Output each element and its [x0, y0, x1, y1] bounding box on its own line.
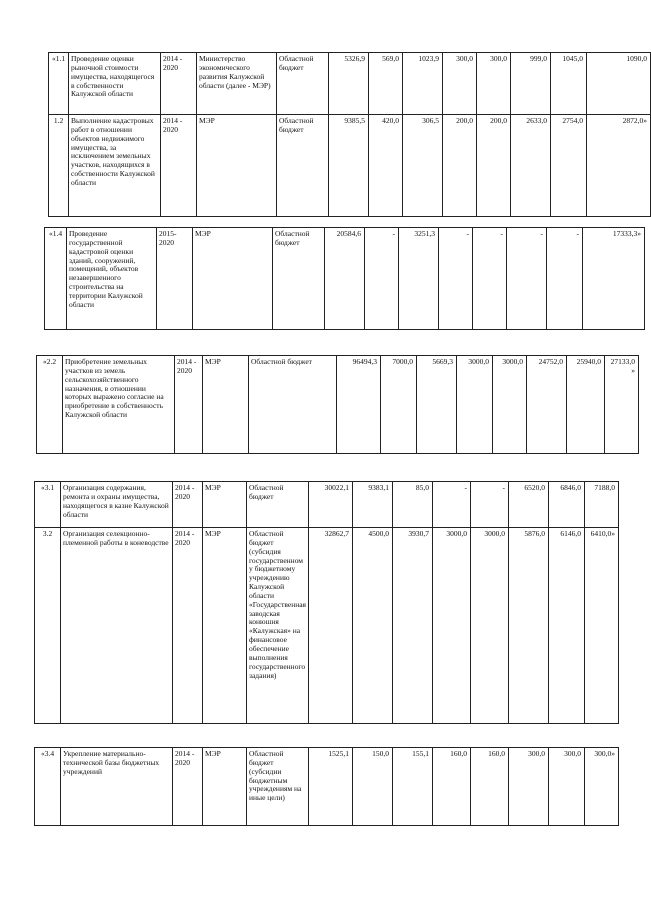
amount-2015: 306,5 — [403, 115, 443, 217]
amount-2020: 300,0» — [585, 748, 619, 826]
amount-2020: 7188,0 — [585, 482, 619, 528]
funding-source: Областной бюджет — [249, 356, 337, 454]
amount-2015: 3930,7 — [393, 528, 433, 724]
amount-2019: 1045,0 — [551, 53, 587, 115]
table-row — [35, 482, 619, 528]
row-number: «3.4 — [35, 748, 61, 826]
row-number: «2.2 — [37, 356, 63, 454]
amount-2014: 150,0 — [353, 748, 393, 826]
executor: Министерство экономического развития Калужской области (далее - МЭР) — [197, 53, 277, 115]
amount-2015: 155,1 — [393, 748, 433, 826]
total-amount: 9385,5 — [329, 115, 369, 217]
amount-2016: 200,0 — [443, 115, 477, 217]
total-amount: 96494,3 — [337, 356, 381, 454]
period: 2014 - 2020 — [161, 115, 197, 217]
amount-2014: 9383,1 — [353, 482, 393, 528]
activity-name: Укрепление материально-технической базы бюджетных учреждений — [61, 748, 173, 826]
table-row — [49, 53, 651, 115]
table-row — [35, 528, 619, 724]
amount-2016: - — [433, 482, 471, 528]
program-table-section-1 — [48, 52, 651, 217]
row-number: 1.2 — [49, 115, 69, 217]
executor: МЭР — [203, 482, 247, 528]
amount-2017: - — [473, 228, 507, 330]
activity-name: Проведение государственной кадастровой оценки зданий, сооружений, помещений, объектов незавершенного строительства на территории Калужской области — [67, 228, 157, 330]
period: 2014 - 2020 — [173, 748, 203, 826]
program-table-section-1-4 — [44, 227, 645, 330]
amount-2016: 160,0 — [433, 748, 471, 826]
amount-2019: 25940,0 — [567, 356, 605, 454]
amount-2014: - — [365, 228, 399, 330]
amount-2017: 3000,0 — [471, 528, 509, 724]
amount-2017: 300,0 — [477, 53, 511, 115]
program-table-section-2 — [36, 355, 639, 454]
program-table-section-3 — [34, 481, 619, 724]
funding-source: Областной бюджет — [273, 228, 325, 330]
total-amount: 1525,1 — [309, 748, 353, 826]
amount-2020: 27133,0» — [605, 356, 639, 454]
row-number: «1.4 — [45, 228, 67, 330]
amount-2020: 17333,3» — [583, 228, 645, 330]
executor: МЭР — [203, 528, 247, 724]
total-amount: 32862,7 — [309, 528, 353, 724]
period: 2014 - 2020 — [175, 356, 203, 454]
amount-2015: 1023,9 — [403, 53, 443, 115]
total-amount: 5326,9 — [329, 53, 369, 115]
amount-2014: 569,0 — [369, 53, 403, 115]
funding-source: Областной бюджет (субсидия государственному бюджетному учреждению Калужской области «Государственная заводская конюшня «Калужская» на финансовое обеспечение выполнения государственного задания) — [247, 528, 309, 724]
amount-2018: 24752,0 — [527, 356, 567, 454]
amount-2017: 200,0 — [477, 115, 511, 217]
amount-2014: 4500,0 — [353, 528, 393, 724]
amount-2015: 3251,3 — [399, 228, 439, 330]
amount-2015: 5669,3 — [417, 356, 457, 454]
amount-2018: 5876,0 — [509, 528, 549, 724]
amount-2020: 6410,0» — [585, 528, 619, 724]
amount-2019: 6846,0 — [549, 482, 585, 528]
table-row — [45, 228, 645, 330]
total-amount: 20584,6 — [325, 228, 365, 330]
table-row — [35, 748, 619, 826]
executor: МЭР — [203, 748, 247, 826]
row-number: «1.1 — [49, 53, 69, 115]
amount-2019: 6146,0 — [549, 528, 585, 724]
activity-name: Приобретение земельных участков из земель сельскохозяйственного назначения, в отношении которых выражено согласие на приобретение в собственность Калужской области — [63, 356, 175, 454]
amount-2019: 300,0 — [549, 748, 585, 826]
period: 2015- 2020 — [157, 228, 193, 330]
period: 2014 - 2020 — [173, 528, 203, 724]
amount-2019: - — [547, 228, 583, 330]
amount-2016: 3000,0 — [433, 528, 471, 724]
amount-2019: 2754,0 — [551, 115, 587, 217]
row-number: 3.2 — [35, 528, 61, 724]
program-table-section-3-4 — [34, 747, 619, 826]
amount-2017: 3000,0 — [493, 356, 527, 454]
amount-2015: 85,0 — [393, 482, 433, 528]
table-row — [37, 356, 639, 454]
amount-2018: 6520,0 — [509, 482, 549, 528]
amount-2018: 2633,0 — [511, 115, 551, 217]
row-number: «3.1 — [35, 482, 61, 528]
funding-source: Областной бюджет — [277, 53, 329, 115]
amount-2017: 160,0 — [471, 748, 509, 826]
activity-name: Выполнение кадастровых работ в отношении объектов недвижимого имущества, за исключением земельных участков, находящихся в собственности Калужской области — [69, 115, 161, 217]
amount-2018: 999,0 — [511, 53, 551, 115]
period: 2014 - 2020 — [173, 482, 203, 528]
amount-2016: 3000,0 — [457, 356, 493, 454]
executor: МЭР — [197, 115, 277, 217]
amount-2017: - — [471, 482, 509, 528]
period: 2014 - 2020 — [161, 53, 197, 115]
funding-source: Областной бюджет — [247, 482, 309, 528]
funding-source: Областной бюджет — [277, 115, 329, 217]
amount-2020: 2872,0» — [587, 115, 651, 217]
activity-name: Проведение оценки рыночной стоимости имущества, находящегося в собственности Калужской области — [69, 53, 161, 115]
amount-2016: 300,0 — [443, 53, 477, 115]
amount-2018: 300,0 — [509, 748, 549, 826]
activity-name: Организация селекционно-племенной работы в коневодстве — [61, 528, 173, 724]
amount-2018: - — [507, 228, 547, 330]
amount-2014: 420,0 — [369, 115, 403, 217]
activity-name: Организация содержания, ремонта и охраны имущества, находящегося в казне Калужской области — [61, 482, 173, 528]
funding-source: Областной бюджет (субсидии бюджетным учреждениям на иные цели) — [247, 748, 309, 826]
amount-2020: 1090,0 — [587, 53, 651, 115]
amount-2014: 7000,0 — [381, 356, 417, 454]
total-amount: 30022,1 — [309, 482, 353, 528]
table-row — [49, 115, 651, 217]
executor: МЭР — [203, 356, 249, 454]
amount-2016: - — [439, 228, 473, 330]
executor: МЭР — [193, 228, 273, 330]
